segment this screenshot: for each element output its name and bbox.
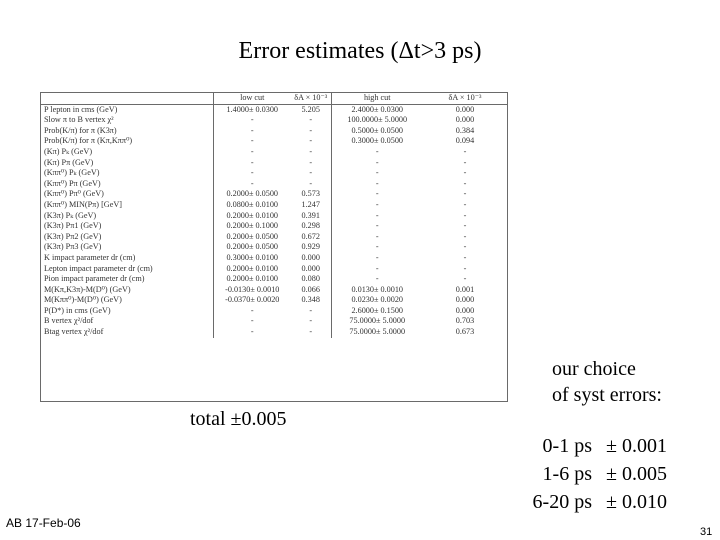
error-row [520, 460, 667, 488]
table-row [41, 147, 507, 158]
cell-low-delta: 0.929 [291, 242, 331, 253]
table-row [41, 232, 507, 243]
syst-error-list [520, 432, 667, 516]
cell-low-cut: 0.0800± 0.0100 [226, 199, 279, 209]
table-row [41, 221, 507, 232]
error-range: 1-6 ps [542, 463, 592, 485]
cell-high-cut: 0.0230± 0.0020 [351, 295, 404, 305]
table-row [41, 316, 507, 327]
cell-low-cut: - [250, 178, 254, 188]
cell-low-delta: - [291, 179, 331, 190]
header-variable [41, 93, 213, 104]
cell-high-delta: - [463, 199, 467, 209]
cell-low-delta: 0.000 [291, 253, 331, 264]
error-row [520, 432, 667, 460]
cell-high-delta: 0.384 [455, 125, 475, 135]
cell-low-delta: - [291, 147, 331, 158]
cell-low-cut: - [250, 316, 254, 326]
cut-variation-table [40, 92, 508, 402]
choice-line-2: of syst errors: [552, 384, 662, 406]
cell-low-cut: - [250, 305, 254, 315]
cell-low-cut: 0.2000± 0.0100 [226, 263, 279, 273]
cell-high-delta: - [463, 146, 467, 156]
table-row [41, 104, 507, 115]
cell-low-delta: - [291, 136, 331, 147]
cell-high-delta: - [463, 263, 467, 273]
footer-author-date: AB 17-Feb-06 [6, 516, 81, 530]
cell-high-delta: 0.000 [455, 104, 475, 114]
cell-high-delta: - [463, 252, 467, 262]
cell-high-cut: 0.5000± 0.0500 [351, 125, 404, 135]
cell-high-delta: - [463, 157, 467, 167]
cell-low-delta: - [291, 115, 331, 126]
error-row [520, 488, 667, 516]
cell-low-delta: - [291, 316, 331, 327]
cell-low-delta: 0.298 [291, 221, 331, 232]
cell-variable: (K3π) Pπ3 (GeV) [41, 242, 213, 253]
cell-high-delta: 0.000 [455, 305, 475, 315]
table-row [41, 115, 507, 126]
cell-low-delta: 0.573 [291, 189, 331, 200]
cell-variable: Slow π to B vertex χ² [41, 115, 213, 126]
slide-title: Error estimates (Δt>3 ps) [238, 38, 482, 64]
table-row [41, 253, 507, 264]
table-row [41, 285, 507, 296]
error-value: ± 0.005 [606, 463, 667, 485]
cell-low-cut: 0.2000± 0.0500 [226, 231, 279, 241]
cell-low-cut: -0.0130± 0.0010 [225, 284, 280, 294]
cell-high-cut: - [375, 146, 379, 156]
cell-low-cut: - [250, 327, 254, 337]
cell-high-cut: - [375, 189, 379, 199]
cell-variable: (Kπ) Pₖ (GeV) [41, 147, 213, 158]
cell-high-delta: 0.000 [455, 295, 475, 305]
table-row [41, 168, 507, 179]
cell-low-delta: - [291, 168, 331, 179]
cell-high-delta: 0.094 [455, 136, 475, 146]
error-range: 6-20 ps [532, 491, 592, 513]
cell-high-cut: - [375, 168, 379, 178]
cell-high-cut: - [375, 263, 379, 273]
cell-low-cut: -0.0370± 0.0020 [225, 295, 280, 305]
table-row [41, 274, 507, 285]
header-low-delta: δA × 10⁻³ [291, 93, 331, 104]
cell-high-cut: 75.0000± 5.0000 [349, 327, 406, 337]
cell-low-cut: 0.2000± 0.0100 [226, 274, 279, 284]
total-error: total ±0.005 [190, 408, 287, 430]
cell-low-cut: 0.2000± 0.0500 [226, 242, 279, 252]
cell-variable: (Kππ⁰) Pₖ (GeV) [41, 168, 213, 179]
error-value: ± 0.010 [606, 491, 667, 513]
table-row [41, 211, 507, 222]
cell-variable: (K3π) Pπ1 (GeV) [41, 221, 213, 232]
cell-high-delta: 0.001 [455, 284, 475, 294]
cell-low-delta: 0.672 [291, 232, 331, 243]
cell-high-cut: 2.6000± 0.1500 [351, 305, 404, 315]
cell-variable: (Kπ) Pπ (GeV) [41, 158, 213, 169]
cell-low-cut: 0.2000± 0.1000 [226, 221, 279, 231]
cell-low-cut: - [250, 157, 254, 167]
cell-variable: K impact parameter dr (cm) [41, 253, 213, 264]
table-row [41, 306, 507, 317]
cell-low-delta: - [291, 327, 331, 338]
cell-high-cut: - [375, 210, 379, 220]
cell-low-delta: - [291, 126, 331, 137]
cell-variable: Prob(K/π) for π (K3π) [41, 126, 213, 137]
cell-variable: (Kππ⁰) Pπ (GeV) [41, 179, 213, 190]
cell-high-cut: - [375, 199, 379, 209]
cell-low-delta: 0.066 [291, 285, 331, 296]
cell-high-cut: - [375, 274, 379, 284]
table-row [41, 327, 507, 338]
cell-high-delta: - [463, 242, 467, 252]
cell-high-cut: 100.0000± 5.0000 [347, 115, 408, 125]
cell-variable: Prob(K/π) for π (Kπ,Kππ⁰) [41, 136, 213, 147]
cell-high-delta: - [463, 221, 467, 231]
cell-low-cut: 0.2000± 0.0500 [226, 189, 279, 199]
cell-high-delta: 0.000 [455, 115, 475, 125]
cell-low-delta: 1.247 [291, 200, 331, 211]
table-row [41, 158, 507, 169]
cell-high-delta: 0.703 [455, 316, 475, 326]
cell-variable: Pion impact parameter dr (cm) [41, 274, 213, 285]
cell-high-cut: 75.0000± 5.0000 [349, 316, 406, 326]
error-range: 0-1 ps [542, 435, 592, 457]
cell-high-delta: 0.673 [455, 327, 475, 337]
table-header-row [41, 93, 507, 104]
cell-low-cut: - [250, 168, 254, 178]
table-row [41, 264, 507, 275]
cell-low-delta: - [291, 306, 331, 317]
syst-choice-heading [552, 356, 662, 408]
cell-variable: M(Kππ⁰)-M(D⁰) (GeV) [41, 295, 213, 306]
cell-high-delta: - [463, 189, 467, 199]
cell-low-delta: 0.080 [291, 274, 331, 285]
cell-low-cut: 1.4000± 0.0300 [226, 104, 279, 114]
cell-high-cut: - [375, 157, 379, 167]
error-value: ± 0.001 [606, 435, 667, 457]
choice-line-1: our choice [552, 358, 636, 380]
cell-high-delta: - [463, 210, 467, 220]
cell-high-cut: - [375, 252, 379, 262]
cell-variable: (Kππ⁰) MIN(Pπ) [GeV] [41, 200, 213, 211]
cell-high-cut: 0.0130± 0.0010 [351, 284, 404, 294]
cell-low-cut: - [250, 125, 254, 135]
header-low-cut: low cut [213, 93, 291, 104]
cell-variable: P lepton in cms (GeV) [41, 104, 213, 115]
cell-high-delta: - [463, 231, 467, 241]
header-high-delta: δA × 10⁻³ [423, 93, 507, 104]
cell-high-delta: - [463, 274, 467, 284]
table-row [41, 295, 507, 306]
cell-low-delta: 0.348 [291, 295, 331, 306]
cell-variable: Btag vertex χ²/dof [41, 327, 213, 338]
cell-variable: Lepton impact parameter dr (cm) [41, 264, 213, 275]
cell-low-cut: - [250, 115, 254, 125]
cell-low-delta: 0.000 [291, 264, 331, 275]
cell-low-cut: - [250, 136, 254, 146]
table-row [41, 200, 507, 211]
cell-variable: (K3π) Pₖ (GeV) [41, 211, 213, 222]
cell-variable: (Kππ⁰) Pπ⁰ (GeV) [41, 189, 213, 200]
cell-low-delta: 0.391 [291, 211, 331, 222]
cell-low-cut: 0.2000± 0.0100 [226, 210, 279, 220]
cell-variable: P(D*) in cms (GeV) [41, 306, 213, 317]
table-row [41, 126, 507, 137]
page-number: 31 [700, 526, 713, 538]
cell-high-cut: 2.4000± 0.0300 [351, 104, 404, 114]
cell-high-cut: - [375, 242, 379, 252]
cell-low-cut: - [250, 146, 254, 156]
cell-high-cut: - [375, 231, 379, 241]
cell-high-cut: 0.3000± 0.0500 [351, 136, 404, 146]
cell-high-cut: - [375, 178, 379, 188]
cell-high-delta: - [463, 168, 467, 178]
table-row [41, 242, 507, 253]
cell-high-cut: - [375, 221, 379, 231]
table-row [41, 189, 507, 200]
cell-variable: B vertex χ²/dof [41, 316, 213, 327]
table-body [41, 104, 507, 338]
cell-low-cut: 0.3000± 0.0100 [226, 252, 279, 262]
cell-variable: (K3π) Pπ2 (GeV) [41, 232, 213, 243]
cell-variable: M(Kπ,K3π)-M(D⁰) (GeV) [41, 285, 213, 296]
table-row [41, 179, 507, 190]
cell-low-delta: - [291, 158, 331, 169]
table-row [41, 136, 507, 147]
header-high-cut: high cut [331, 93, 423, 104]
cell-low-delta: 5.205 [291, 104, 331, 115]
cell-high-delta: - [463, 178, 467, 188]
